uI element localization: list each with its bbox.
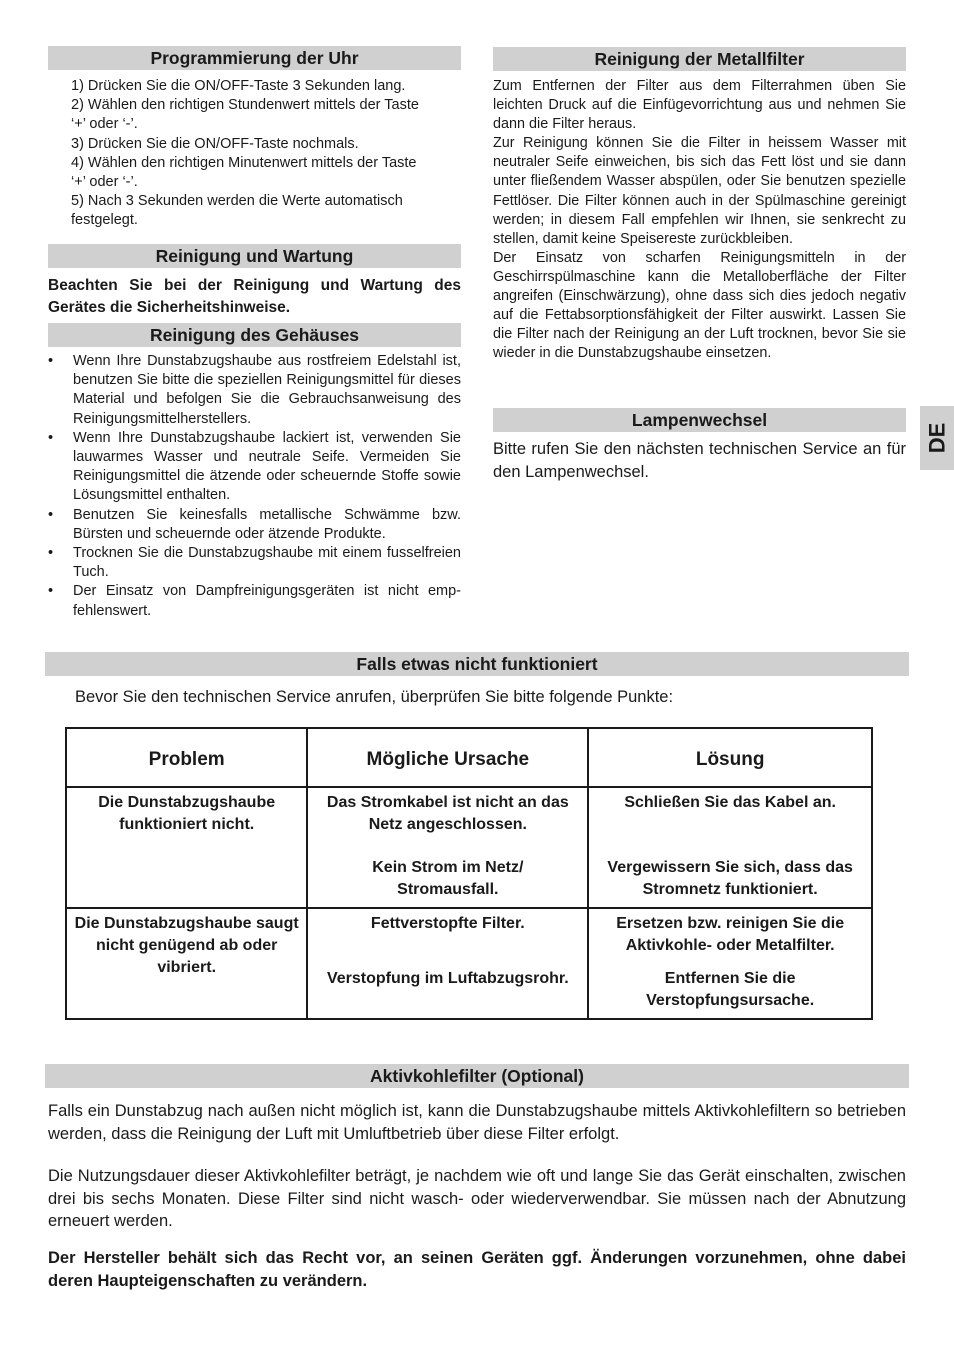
bullet-icon: •	[48, 429, 54, 446]
clock-step: 4) Wählen den richtigen Minutenwert mittels der Taste	[71, 154, 417, 171]
table-row	[66, 908, 872, 1019]
bullet-icon: •	[48, 506, 54, 523]
problem-cell	[66, 787, 307, 908]
list-item-text: Wenn Ihre Dunstabzugshaube aus rostfreiem Edelstahl ist, benutzen Sie bitte die speziellen Reinigungsmittel für dieses Material und befolgen Sie die Gebrauchsanweisung des Reinigungsmittelherstellers.	[73, 353, 461, 427]
problem-text: Die Dunstabzugshaube saugt nicht genügend ab oder vibriert.	[74, 915, 299, 976]
solution-text: Entfernen Sie die Verstopfungsursache.	[646, 970, 815, 1009]
list-item	[48, 352, 461, 429]
metal-filter-paragraph: Zur Reinigung können Sie die Filter in heissem Wasser mit neutraler Seife einweichen, bis sich das Fett löst und sie dann unter fließendem Wasser abspülen, oder Sie benutzen spezielle Fettlöser. Die Filter können auch in der Spülmaschine gereinigt werden; in diesem Fall empfehlen wir Ihnen, sie senkrecht zu stellen, damit keine Speisereste zurückbleiben.	[493, 135, 906, 247]
list-item	[48, 544, 461, 582]
section-header-troubleshoot: Falls etwas nicht funktioniert	[45, 652, 909, 676]
clock-step: festgelegt.	[71, 212, 138, 229]
list-item-text: Trocknen Sie die Dunstabzugshaube mit einem fusselfreien Tuch.	[73, 545, 461, 581]
list-item-text: Wenn Ihre Dunstabzugshaube lackiert ist, verwenden Sie lauwarmes Wasser und neutrale Seife. Vermeiden Sie Reinigungsmittel die ätzende oder scheuernde Stoffe sowie Lösungsmittel enthalten.	[73, 429, 461, 504]
troubleshoot-intro: Bevor Sie den technischen Service anrufen, überprüfen Sie bitte folgende Punkte:	[75, 688, 674, 706]
clock-step: ‘+’ oder ‘-’.	[71, 116, 138, 133]
carbon-paragraph: Falls ein Dunstabzug nach außen nicht möglich ist, kann die Dunstabzugshaube mittels Aktivkohlefiltern so betrieben werden, dass die Reinigung der Luft mit Umluftbetrieb über diese Filter erfolgt.	[48, 1102, 906, 1143]
section-header-carbon: Aktivkohlefilter (Optional)	[45, 1064, 909, 1088]
column-header: Mögliche Ursache	[307, 728, 588, 787]
maintenance-note: Beachten Sie bei der Reinigung und Wartung des Gerätes die Sicherheitshinweise.	[48, 277, 461, 316]
clock-step: 1) Drücken Sie die ON/OFF-Taste 3 Sekunden lang.	[71, 78, 406, 94]
bullet-icon: •	[48, 583, 54, 600]
list-item	[48, 582, 461, 620]
section-header-housing: Reinigung des Gehäuses	[48, 323, 461, 347]
problem-cell	[66, 908, 307, 1019]
housing-list	[48, 352, 461, 621]
cause-text: Das Stromkabel ist nicht an das Netz angeschlossen.	[326, 794, 569, 833]
clock-step: 5) Nach 3 Sekunden werden die Werte automatisch	[71, 193, 403, 210]
table-row	[66, 787, 872, 908]
solution-text: Ersetzen bzw. reinigen Sie die Aktivkohle- oder Metalfilter.	[616, 915, 845, 954]
language-tab-label: DE	[924, 422, 949, 454]
language-tab	[920, 406, 954, 470]
section-header-maintenance: Reinigung und Wartung	[48, 244, 461, 268]
list-item-text: Benutzen Sie keinesfalls metallische Schwämme bzw. Bürsten und scheuernde oder ätzende Produkte.	[73, 506, 461, 542]
list-item	[48, 506, 461, 544]
list-item	[48, 429, 461, 506]
cause-cell	[307, 787, 588, 908]
metal-filter-paragraph: Zum Entfernen der Filter aus dem Filterrahmen üben Sie leichten Druck auf die Einfügevorrichtung aus und nehmen Sie dann die Filter heraus.	[493, 78, 906, 133]
carbon-paragraph: Die Nutzungsdauer dieser Aktivkohlefilter beträgt, je nachdem wie oft und lange Sie das Gerät einschalten, zwischen drei bis sechs Monaten. Diese Filter sind nicht wasch- oder wiederverwendbar. Sie müssen nach der Abnutzung erneuert werden.	[48, 1167, 906, 1230]
manufacturer-disclaimer: Der Hersteller behält sich das Recht vor, an seinen Geräten ggf. Änderungen vorzunehmen, ohne dabei deren Haupteigenschaften zu verändern.	[48, 1249, 906, 1290]
clock-steps	[71, 77, 461, 231]
cause-text: Verstopfung im Luftabzugsrohr.	[326, 970, 569, 987]
metal-filter-text	[493, 77, 906, 363]
solution-text: Vergewissern Sie sich, dass das Stromnetz funktioniert.	[607, 859, 853, 898]
clock-step: ‘+’ oder ‘-’.	[71, 174, 138, 191]
bullet-icon: •	[48, 545, 54, 562]
list-item-text: Der Einsatz von Dampfreinigungsgeräten ist nicht emp-fehlenswert.	[73, 583, 461, 619]
section-header-lamp: Lampenwechsel	[493, 408, 906, 432]
troubleshoot-table	[65, 727, 873, 1020]
solution-cell	[588, 908, 872, 1019]
solution-cell	[588, 787, 872, 908]
problem-text: Die Dunstabzugshaube funktioniert nicht.	[98, 794, 276, 833]
cause-text: Fettverstopfte Filter.	[370, 915, 525, 932]
column-header: Problem	[66, 728, 307, 787]
cause-text: Kein Strom im Netz/ Stromausfall.	[372, 859, 524, 898]
metal-filter-paragraph: Der Einsatz von scharfen Reinigungsmitteln in der Geschirrspülmaschine kann die Metalloberfläche der Filter angreifen (Einschwärzung), ohne dass sich dies jedoch negativ auf die Fettabsorptionsfähigkeit der Filter auswirkt. Lassen Sie die Filter nach der Reinigung an der Luft trocknen, bevor Sie sie wieder in die Dunstabzugshaube einsetzen.	[493, 249, 906, 362]
cause-cell	[307, 908, 588, 1019]
table-header-row	[66, 728, 872, 787]
column-header: Lösung	[588, 728, 872, 787]
section-header-metal-filter: Reinigung der Metallfilter	[493, 47, 906, 71]
solution-text: Schließen Sie das Kabel an.	[624, 794, 836, 811]
clock-step: 3) Drücken Sie die ON/OFF-Taste nochmals.	[71, 135, 359, 152]
bullet-icon: •	[48, 353, 54, 369]
section-header-clock: Programmierung der Uhr	[48, 46, 461, 70]
lamp-text: Bitte rufen Sie den nächsten technischen Service an für den Lampenwechsel.	[493, 440, 906, 481]
clock-step: 2) Wählen den richtigen Stundenwert mittels der Taste	[71, 97, 419, 114]
